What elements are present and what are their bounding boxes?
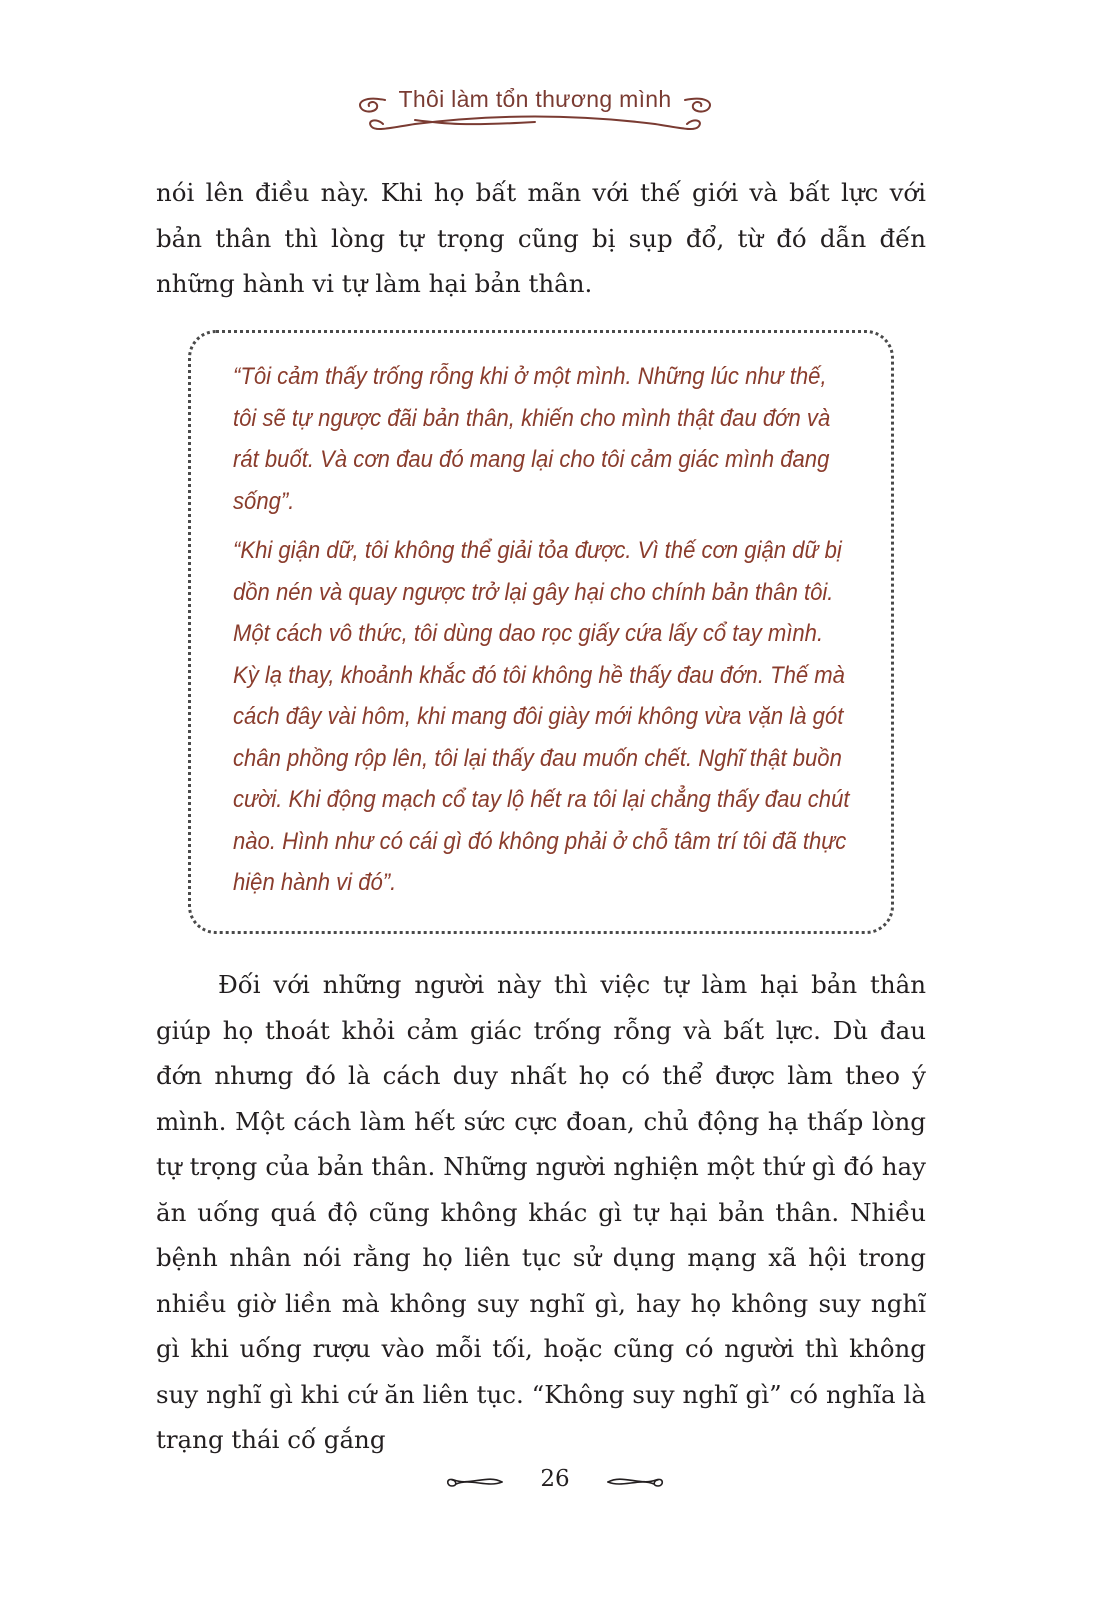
paragraph-top-text: nói lên điều này. Khi họ bất mãn với thế giới và bất lực với bản thân thì lòng tự trọng cũng bị sụp đổ, từ đó dẫn đến những hành vi tự làm hại bản thân. [156, 178, 926, 298]
quote-2: “Khi giận dữ, tôi không thể giải tỏa được. Vì thế cơn giận dữ bị dồn nén và quay ngược trở lại gây hại cho chính bản thân tôi. Một cách vô thức, tôi dùng dao rọc giấy cứa lấy cổ tay mình. Kỳ lạ thay, khoảnh khắc đó tôi không hề thấy đau đớn. Thế mà cách đây vài hôm, khi mang đôi giày mới không vừa vặn là gót chân phồng rộp lên, tôi lại thấy đau muốn chết. Nghĩ thật buồn cười. Khi động mạch cổ tay lộ hết ra tôi lại chẳng thấy đau chút nào. Hình như có cái gì đó không phải ở chỗ tâm trí tôi đã thực hiện hành vi đó”. [233, 537, 850, 896]
quote-text [233, 356, 850, 912]
page-footer [440, 1462, 670, 1502]
page-number: 26 [540, 1466, 570, 1492]
paragraph-top [156, 170, 926, 307]
quote-1: “Tôi cảm thấy trống rỗng khi ở một mình. Những lúc như thế, tôi sẽ tự ngược đãi bản thân, khiến cho mình thật đau đớn và rát buốt. Và cơn đau đó mang lại cho tôi cảm giác mình đang sống”. [233, 363, 831, 515]
running-title: Thôi làm tổn thương mình [398, 86, 672, 112]
paragraph-bottom [156, 962, 926, 1463]
paragraph-bottom-text: Đối với những người này thì việc tự làm hại bản thân giúp họ thoát khỏi cảm giác trống rỗng và bất lực. Dù đau đớn nhưng đó là cách duy nhất họ có thể được làm theo ý mình. Một cách làm hết sức cực đoan, chủ động hạ thấp lòng tự trọng của bản thân. Những người nghiện một thứ gì đó hay ăn uống quá độ cũng không khác gì tự hại bản thân. Nhiều bệnh nhân nói rằng họ liên tục sử dụng mạng xã hội trong nhiều giờ liền mà không suy nghĩ gì, hay họ không suy nghĩ gì khi uống rượu vào mỗi tối, hoặc cũng có người thì không suy nghĩ gì khi cứ ăn liên tục. “Không suy nghĩ gì” có nghĩa là trạng thái cố gắng [156, 970, 926, 1454]
running-header [355, 78, 715, 140]
